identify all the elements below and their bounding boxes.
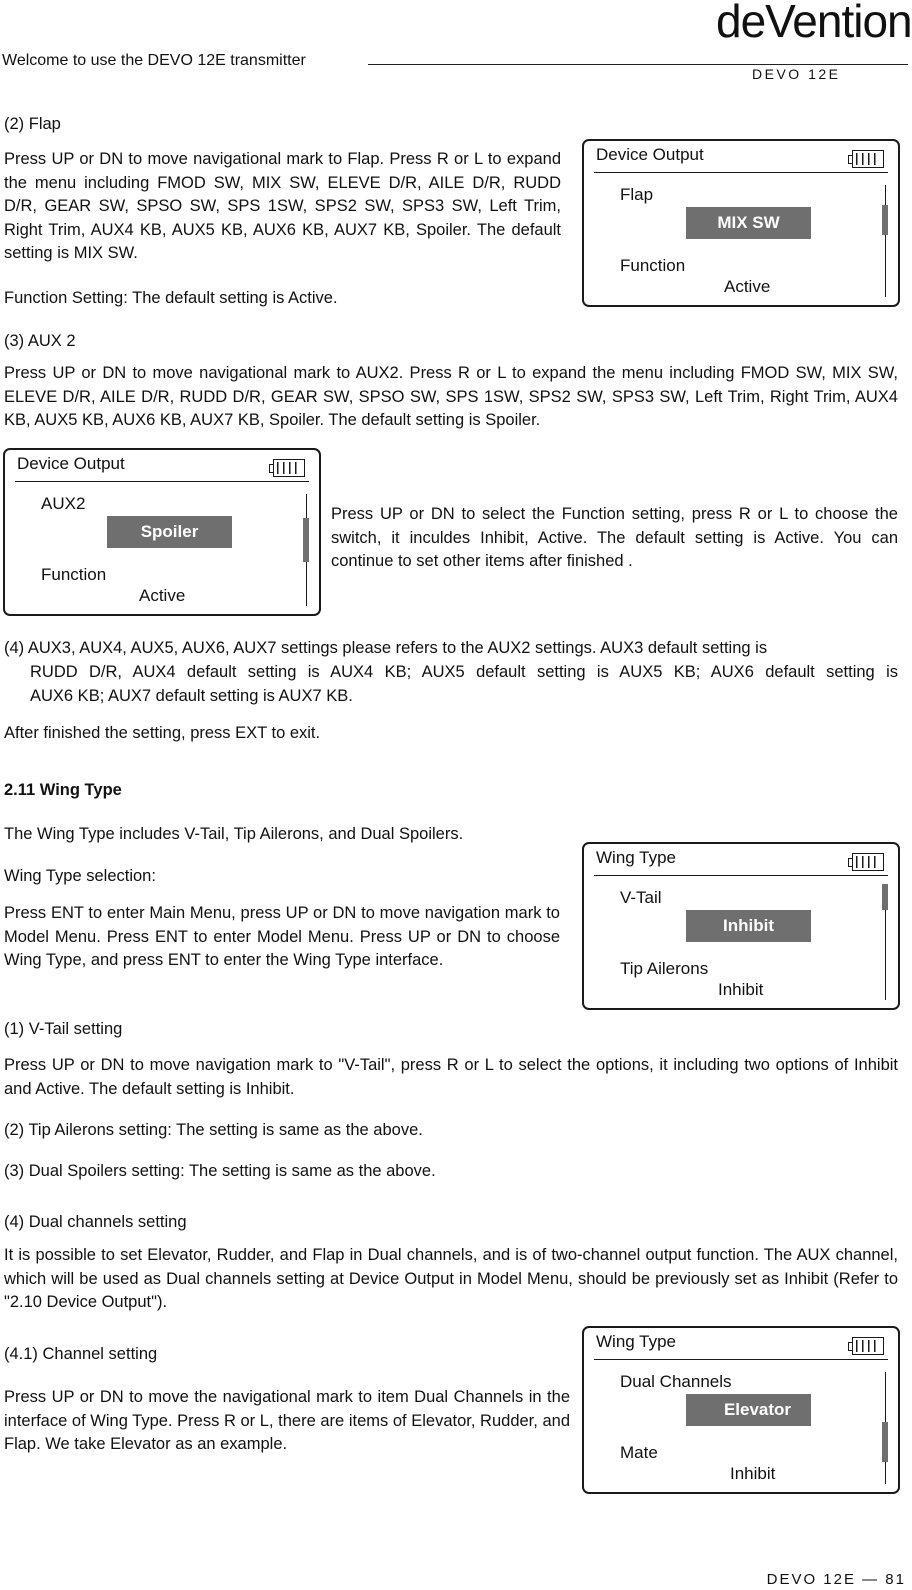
brand-logo: deVention: [716, 0, 912, 47]
function-label: Function: [620, 256, 686, 275]
channel-setting-paragraph: Press UP or DN to move the navigational mark to item Dual Channels in the interface of Wing Type. Press R or L, there are items of Elevator, Rudder, and Flap. We take Elevator as an example.: [4, 1388, 570, 1453]
aux-more-line-2: RUDD D/R, AUX4 default setting is AUX4 KB; AUX5 default setting is AUX5 KB; AUX6 default setting is: [30, 663, 898, 681]
aux2-heading: (3) AUX 2: [4, 332, 76, 350]
dual-channels-screen: [582, 1326, 900, 1494]
vtail-label: V-Tail: [620, 888, 662, 907]
screen-rule: [594, 875, 888, 876]
aux-more-line-1: (4) AUX3, AUX4, AUX5, AUX6, AUX7 settings please refers to the AUX2 settings. AUX3 default setting is: [4, 639, 768, 657]
wing-type-heading: 2.11 Wing Type: [4, 781, 122, 799]
wing-type-screen: [582, 842, 900, 1010]
aux-more-line-3: AUX6 KB; AUX7 default setting is AUX7 KB.: [30, 687, 353, 705]
screen-rule: [594, 172, 888, 173]
tip-ailerons-text: (2) Tip Ailerons setting: The setting is same as the above.: [4, 1121, 423, 1139]
after-text: After finished the setting, press EXT to exit.: [4, 724, 321, 742]
battery-icon: [852, 1337, 884, 1355]
vtail-heading: (1) V-Tail setting: [4, 1020, 123, 1038]
dual-spoilers-text: (3) Dual Spoilers setting: The setting is same as the above.: [4, 1162, 436, 1180]
mate-value[interactable]: Inhibit: [730, 1464, 776, 1483]
scrollbar-thumb: [882, 205, 888, 235]
battery-icon: [273, 459, 305, 477]
screen-title: Device Output: [596, 145, 704, 164]
dual-channels-label: Dual Channels: [620, 1372, 732, 1391]
aux2-side-paragraph: Press UP or DN to select the Function setting, press R or L to choose the switch, it inculdes Inhibit, Active. The default setting is Active. You can continue to set other items after finished .: [331, 505, 898, 570]
flap-function-text: Function Setting: The default setting is Active.: [4, 289, 338, 307]
screen-rule: [594, 1359, 888, 1360]
header-welcome: Welcome to use the DEVO 12E transmitter: [2, 52, 306, 69]
function-label: Function: [41, 565, 107, 584]
aux2-label: AUX2: [41, 494, 86, 513]
dual-channels-heading: (4) Dual channels setting: [4, 1213, 187, 1231]
aux2-device-output-screen: [3, 448, 321, 616]
tip-ailerons-label: Tip Ailerons: [620, 959, 709, 978]
aux2-selected-value[interactable]: Spoiler: [107, 516, 232, 548]
dual-channels-paragraph: It is possible to set Elevator, Rudder, and Flap in Dual channels, and is of two-channel output function. The AUX channel, which will be used as Dual channels setting at Device Output in Model Menu, should be previously set as Inhibit (Refer to "2.10 Device Output").: [4, 1246, 898, 1311]
screen-title: Wing Type: [596, 1332, 677, 1351]
aux2-paragraph: Press UP or DN to move navigational mark to AUX2. Press R or L to expand the menu including FMOD SW, MIX SW, ELEVE D/R, AILE D/R, RUDD D/R, GEAR SW, SPSO SW, SPS 1SW, SPS2 SW, SPS3 SW, Left Trim, Right Trim, AUX4 KB, AUX5 KB, AUX6 KB, AUX7 KB, Spoiler. The default setting is Spoiler.: [4, 364, 898, 429]
channel-setting-heading: (4.1) Channel setting: [4, 1345, 158, 1363]
flap-device-output-screen: [582, 139, 900, 307]
mate-label: Mate: [620, 1443, 658, 1462]
screen-rule: [15, 481, 309, 482]
flap-paragraph: Press UP or DN to move navigational mark to Flap. Press R or L to expand the menu including FMOD SW, MIX SW, ELEVE D/R, AILE D/R, RUDD D/R, GEAR SW, SPSO SW, SPS 1SW, SPS2 SW, SPS3 SW, Left Trim, Right Trim, AUX4 KB, AUX5 KB, AUX6 KB, AUX7 KB, Spoiler. The default setting is MIX SW.: [4, 150, 561, 262]
flap-label: Flap: [620, 185, 654, 204]
function-value[interactable]: Active: [724, 277, 771, 296]
function-value[interactable]: Active: [139, 586, 186, 605]
screen-title: Wing Type: [596, 848, 677, 867]
model-label: DEVO 12E: [752, 66, 841, 82]
page-footer: DEVO 12E — 81: [766, 1571, 906, 1588]
dual-channels-selected-value[interactable]: Elevator: [686, 1394, 811, 1426]
wing-selection-label: Wing Type selection:: [4, 867, 156, 885]
wing-intro: The Wing Type includes V-Tail, Tip Ailerons, and Dual Spoilers.: [4, 825, 464, 843]
scrollbar-track: [885, 185, 886, 297]
flap-selected-value[interactable]: MIX SW: [686, 207, 811, 239]
header-rule: [368, 64, 908, 65]
vtail-paragraph: Press UP or DN to move navigation mark to "V-Tail", press R or L to select the options, it including two options of Inhibit and Active. The default setting is Inhibit.: [4, 1056, 898, 1098]
scrollbar-thumb: [882, 1422, 888, 1462]
scrollbar-thumb: [882, 884, 888, 910]
wing-selection-paragraph: Press ENT to enter Main Menu, press UP or DN to move navigation mark to Model Menu. Press ENT to enter Model Menu. Press UP or DN to choose Wing Type, and press ENT to enter the Wing Type interface.: [4, 904, 560, 969]
screen-title: Device Output: [17, 454, 125, 473]
flap-heading: (2) Flap: [4, 115, 61, 133]
battery-icon: [852, 853, 884, 871]
tip-ailerons-value[interactable]: Inhibit: [718, 980, 764, 999]
vtail-selected-value[interactable]: Inhibit: [686, 910, 811, 942]
scrollbar-thumb: [303, 518, 309, 562]
battery-icon: [852, 150, 884, 168]
